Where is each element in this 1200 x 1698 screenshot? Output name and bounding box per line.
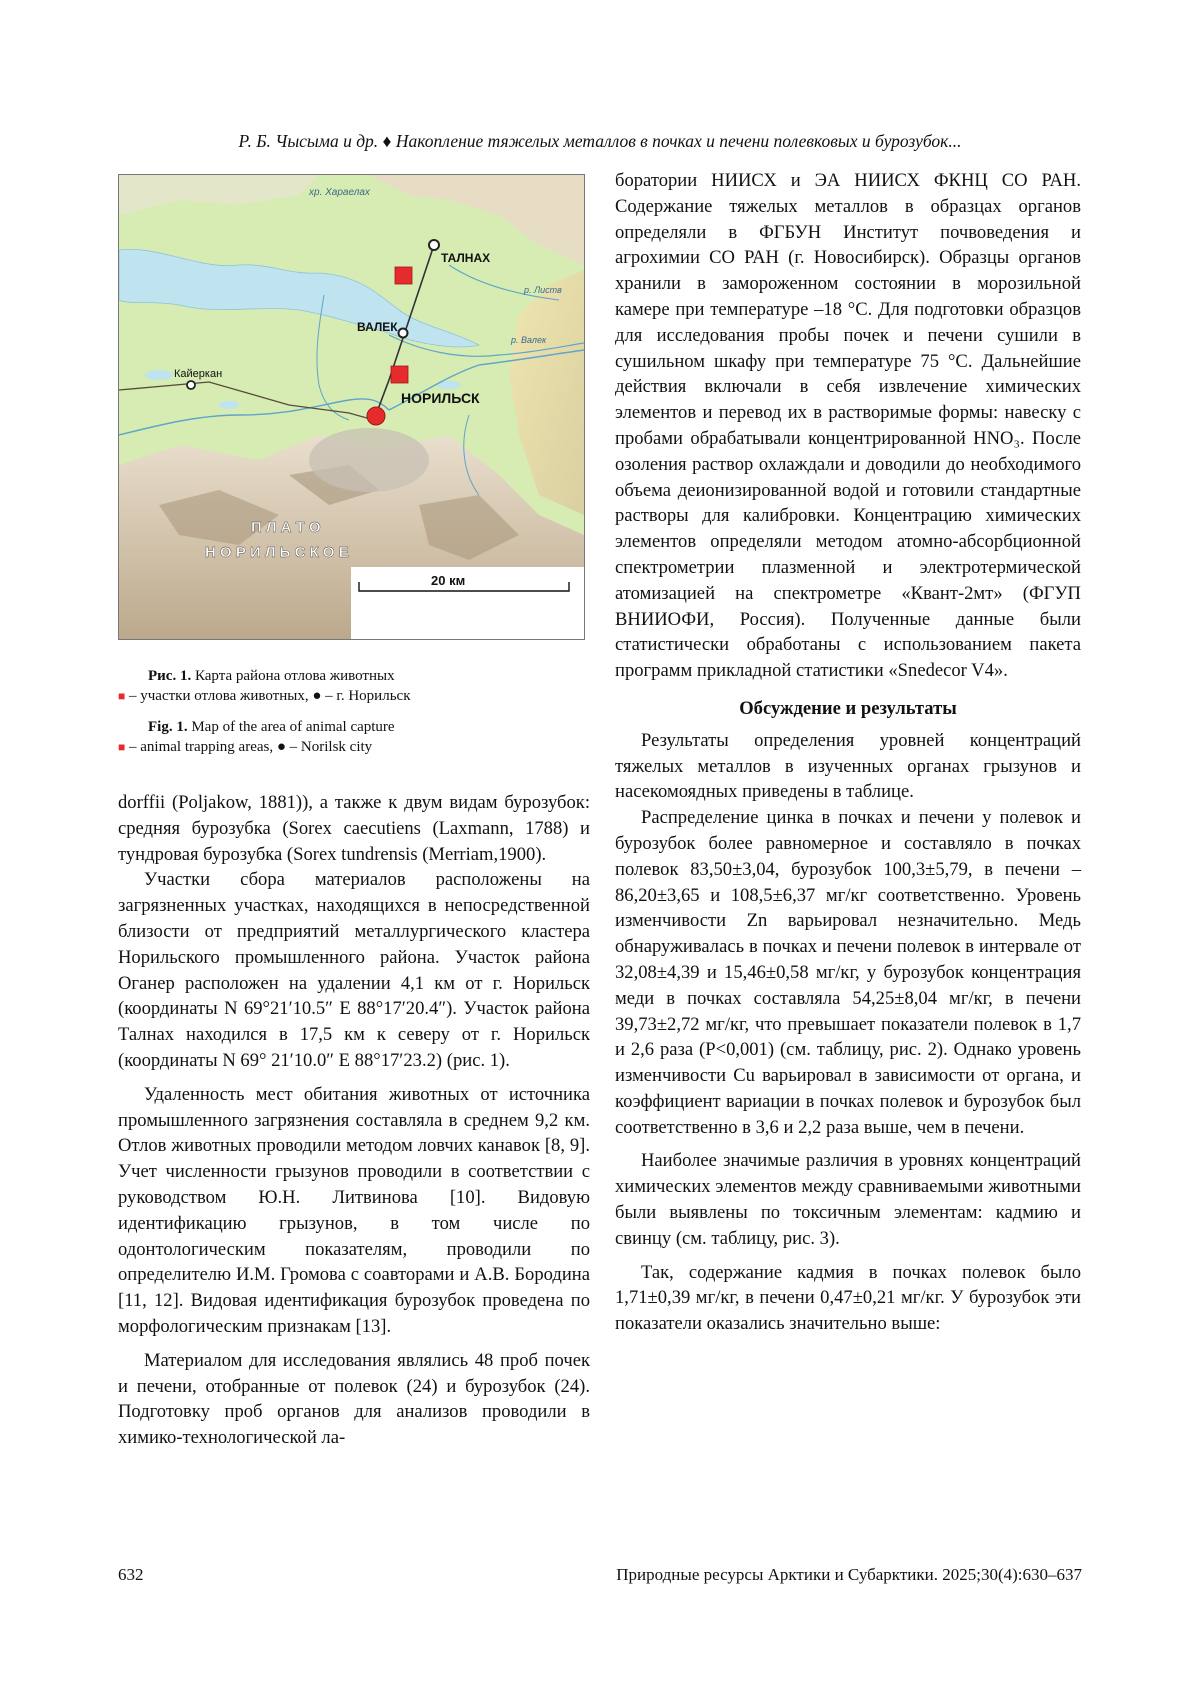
caption-ru-text: Карта района отлова животных: [194, 668, 395, 684]
scale-box: [351, 567, 584, 639]
norilsk-city-marker: [367, 407, 385, 425]
right-column: [615, 168, 1081, 1337]
left-paragraph-4: Материалом для исследования являлись 48 проб почек и печени, отобранные от полевок (24) и бурозубок (24). Подготовку проб органов для анализов проводили в химико-технологической ла-: [118, 1349, 590, 1449]
legend-en-text: – animal trapping areas, ● – Norilsk city: [129, 739, 373, 755]
page-number: 632: [118, 1565, 144, 1584]
right-paragraph-5: Так, содержание кадмия в почках полевок было 1,71±0,39 мг/кг, в печени 0,47±0,21 мг/кг. У бурозубок эти показатели оказались значительно выше:: [615, 1261, 1081, 1335]
map-label-norilsk: НОРИЛЬСК: [401, 390, 480, 406]
right-paragraph-4: Наиболее значимые различия в уровнях концентраций химических элементов между сравниваемыми животными были выявлены по токсичным элементам: кадмию и свинцу (см. таблицу, рис. 3).: [615, 1150, 1081, 1249]
left-paragraph-1: dorffii (Poljakow, 1881)), а также к двум видам бурозубок: средняя бурозубка (Sorex caecutiens (Laxmann, 1788) и тундровая бурозубка (Sorex tundrensis (Merriam,1900).: [118, 792, 590, 865]
caption-en-label: Fig. 1.: [148, 719, 188, 735]
section-title: Обсуждение и результаты: [739, 697, 957, 719]
map-label-river-listvenka: р. Листв: [524, 285, 562, 295]
map-label-plateau-1: П Л А Т О: [251, 519, 321, 536]
map-graphic: [119, 175, 584, 639]
trap-site-oganer-marker: [391, 366, 408, 383]
figure-caption-en: [118, 717, 590, 757]
map-label-khrebet: хр. Хараелах: [309, 187, 370, 198]
figure-caption-ru: [118, 666, 590, 706]
left-paragraph-3: Удаленность мест обитания животных от источника промышленного загрязнения составляла в среднем 9,2 км. Отлов животных проводили методом ловчих канавок [8, 9]. Учет численности грызунов проводили в соответствии с руководством Ю.Н. Литвинова [10]. Видовую идентификацию грызунов, в том числе по одонтологическим показателям, проводили по определителю И.М. Громова с соавторами и А.В. Бородина [11, 12]. Видовая идентификация бурозубок проведена по морфологическим признакам [13].: [118, 1083, 590, 1337]
town-talnakh-icon: [429, 240, 439, 250]
trap-site-talnakh-marker: [395, 267, 412, 284]
right-paragraph-2: Результаты определения уровней концентраций тяжелых металлов в изученных органах грызунов и насекомоядных приведены в таблице.: [615, 729, 1081, 803]
running-header: Р. Б. Чысыма и др. ♦ Накопление тяжелых металлов в почках и печени полевковых и бурозубок...: [238, 131, 962, 151]
town-valek-icon: [399, 329, 408, 338]
map-label-valek: ВАЛЕК: [357, 320, 398, 334]
legend-square-icon: ■: [118, 689, 126, 703]
right-paragraph-1: боратории НИИСХ и ЭА НИИСХ ФКНЦ СО РАН. Содержание тяжелых металлов в образцах органов определяли в ФГБУН Институт почвоведения и агрохимии СО РАН (г. Новосибирск). Образцы органов хранили в замороженном состоянии в морозильной камере при температуре –18 °C. Для подготовки образцов для исследования пробы почек и печени сушили в сушильном шкафу при температуре 75 °C. Дальнейшие действия включали в себя извлечение химических элементов и перевод их в растворимые формы: навеску с пробами обрабатывали концентрированной HNO₃. После озоления раствор охлаждали и доводили до необходимого объема деионизированной водой и готовили стандартные растворы для калибровки. Концентрацию химических элементов определяли методом атомно-абсорбционной спектрометрии плазменной и электротермической атомизацией на спектрометре «Квант-2мт» (ФГУП ВНИИОФИ, Россия). Полученные данные были статистически обработаны с использованием пакета программ прикладной статистики «Snedecor V4».: [615, 170, 1081, 682]
legend-ru-text: – участки отлова животных, ● – г. Норильск: [129, 688, 411, 704]
figure-map: [118, 174, 585, 640]
map-label-plateau-2: Н О Р И Л Ь С К О Е: [205, 544, 349, 561]
journal-citation: Природные ресурсы Арктики и Субарктики. 2025;30(4):630–637: [616, 1565, 1082, 1584]
legend-square-icon: ■: [118, 740, 126, 754]
left-column: [118, 790, 590, 1451]
map-label-river-valek: р. Валек: [511, 335, 547, 345]
scale-label: 20 км: [431, 573, 466, 588]
right-paragraph-3: Распределение цинка в почках и печени у полевок и бурозубок более равномерное и составляло в почках полевок 83,50±3,04, бурозубок 100,3±5,79, в печени – 86,20±3,65 и 108,5±6,37 мг/кг соответственно. Уровень изменчивости Zn варьировал незначительно. Медь обнаруживалась в почках и печени полевок в интервале от 32,08±4,39 и 15,46±0,58 мг/кг, у бурозубок концентрация меди в почках составляла 54,25±8,04 мг/кг, в печени 39,73±2,72 мг/кг, что превышает показатели полевок в 1,7 и 2,6 раза (P<0,001) (см. таблицу, рис. 2). Однако уровень изменчивости Cu варьировал в зависимости от органа, и коэффициент вариации в почках полевок и бурозубок был соответственно в 3,6 и 2,2 раза выше, чем в печени.: [615, 807, 1081, 1138]
map-label-talnakh: ТАЛНАХ: [441, 251, 491, 265]
caption-ru-label: Рис. 1.: [148, 668, 192, 684]
town-kayerkan-icon: [187, 381, 195, 389]
left-paragraph-2: Участки сбора материалов расположены на загрязненных участках, находящихся в непосредственной близости от предприятий металлургического кластера Норильского промышленного района. Участок района Оганер расположен на удалении 4,1 км от г. Норильск (координаты N 69°21′10.5″ E 88°17′20.4″). Участок района Талнах находился в 17,5 км к северу от г. Норильск (координаты N 69° 21′10.0″ E 88°17′23.2) (рис. 1).: [118, 869, 590, 1071]
caption-en-text: Map of the area of animal capture: [191, 719, 395, 735]
map-label-kayerkan: Кайеркан: [174, 368, 223, 380]
